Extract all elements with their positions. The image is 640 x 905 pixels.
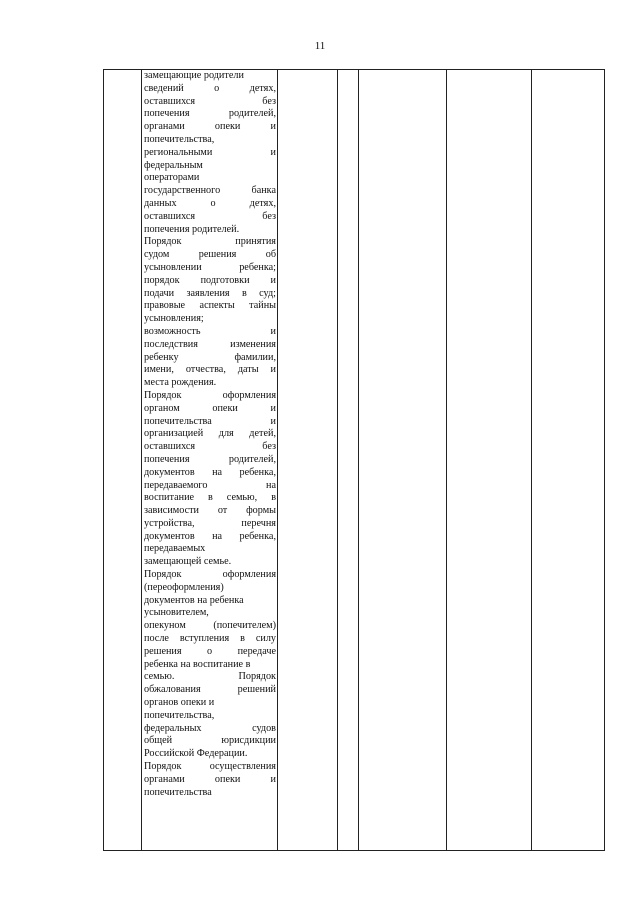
text-line: сведений о детях,: [144, 82, 276, 94]
text-line: операторами: [144, 172, 200, 184]
text-line: оставшихся без: [144, 210, 276, 222]
text-line: попечительства,: [144, 133, 215, 145]
text-line: попечительства,: [144, 709, 215, 721]
text-line: федеральных судов: [144, 722, 276, 734]
text-line: органами опеки и: [144, 773, 276, 785]
text-line: замещающие родители: [144, 70, 244, 81]
text-line: Порядок осуществления: [144, 761, 276, 773]
text-line: воспитание в семью, в: [144, 492, 276, 504]
text-line: усыновления;: [144, 313, 204, 325]
text-line: попечительства и: [144, 415, 276, 427]
text-line: региональными и: [144, 146, 276, 158]
text-line: органом опеки и: [144, 402, 276, 414]
text-line: документов на ребенка,: [144, 530, 276, 542]
text-line: организацией для детей,: [144, 428, 276, 440]
text-line: Порядок оформления: [144, 389, 276, 401]
text-line: передаваемых: [144, 543, 206, 555]
table-cell-content: [144, 70, 276, 799]
text-line: попечения родителей,: [144, 108, 276, 120]
text-line: попечения родителей,: [144, 453, 276, 465]
column-divider: [141, 70, 142, 850]
text-line: оставшихся без: [144, 95, 276, 107]
text-line: попечительства: [144, 786, 212, 798]
column-divider: [277, 70, 278, 850]
text-line: последствия изменения: [144, 338, 276, 350]
text-line: порядок подготовки и: [144, 274, 276, 286]
column-divider: [358, 70, 359, 850]
text-line: места рождения.: [144, 377, 217, 389]
text-line: замещающей семье.: [144, 556, 232, 568]
text-line: федеральным: [144, 159, 203, 171]
text-line: (переоформления): [144, 581, 224, 593]
text-line: ребенка на воспитание в: [144, 658, 251, 670]
column-divider: [337, 70, 338, 850]
text-line: Российской Федерации.: [144, 748, 248, 760]
text-line: государственного банка: [144, 185, 276, 197]
text-line: подачи заявления в суд;: [144, 287, 276, 299]
text-line: опекуном (попечителем): [144, 620, 276, 632]
text-line: оставшихся без: [144, 441, 276, 453]
text-line: попечения родителей.: [144, 223, 240, 235]
text-line: судом решения об: [144, 249, 276, 261]
page-number: 11: [314, 40, 326, 52]
text-line: документов на ребенка,: [144, 466, 276, 478]
text-line: возможность и: [144, 325, 276, 337]
text-line: данных о детях,: [144, 197, 276, 209]
text-line: органов опеки и: [144, 697, 215, 709]
text-line: правовые аспекты тайны: [144, 300, 276, 312]
text-line: устройства, перечня: [144, 517, 276, 529]
text-line: передаваемого на: [144, 479, 276, 491]
column-divider: [531, 70, 532, 850]
text-line: после вступления в силу: [144, 633, 276, 645]
text-line: Порядок принятия: [144, 236, 276, 248]
text-line: имени, отчества, даты и: [144, 364, 276, 376]
text-line: усыновлении ребенка;: [144, 261, 276, 273]
text-line: документов на ребенка: [144, 594, 244, 606]
text-line: ребенку фамилии,: [144, 351, 276, 363]
text-line: решения о передаче: [144, 645, 276, 657]
text-line: семью. Порядок: [144, 671, 276, 683]
text-line: Порядок оформления: [144, 569, 276, 581]
text-line: усыновителем,: [144, 607, 209, 619]
text-line: обжалования решений: [144, 684, 276, 696]
column-divider: [446, 70, 447, 850]
text-line: общей юрисдикции: [144, 735, 276, 747]
text-line: органами опеки и: [144, 121, 276, 133]
text-line: зависимости от формы: [144, 505, 276, 517]
